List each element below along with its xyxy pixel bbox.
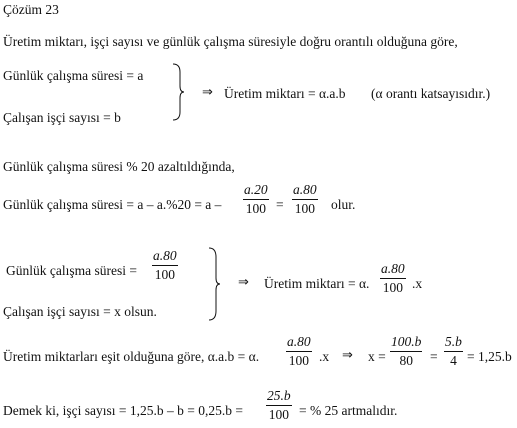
fraction-a80-over-100-production: $\frac{a.80}{100}$ bbox=[381, 261, 405, 295]
implies-arrow-icon: ⇒ bbox=[202, 85, 213, 100]
new-worker-count-x: Çalışan işçi sayısı = x olsun. bbox=[3, 304, 157, 319]
reduction-statement: Günlük çalışma süresi % 20 azaltıldığında, bbox=[3, 159, 235, 174]
x-result: = 1,25.b bbox=[467, 349, 512, 364]
reduced-time-expression: Günlük çalışma süresi = a – a.%20 = a – bbox=[3, 197, 222, 212]
fraction-a80-over-100-equal: $\frac{a.80}{100}$ bbox=[287, 334, 311, 368]
production-formula: Üretim miktarı = α.a.b bbox=[224, 86, 346, 101]
fraction-a80-over-100: $\frac{a.80}{100}$ bbox=[293, 182, 317, 216]
implies-arrow-icon-2: ⇒ bbox=[238, 275, 249, 290]
fraction-a80-over-100-time: $\frac{a.80}{100}$ bbox=[153, 248, 177, 282]
conclusion-statement: Demek ki, işçi sayısı = 1,25.b – b = 0,25.b = bbox=[3, 403, 243, 418]
times-x-2: .x bbox=[319, 349, 330, 364]
olur-text: olur. bbox=[331, 197, 356, 212]
new-production-formula: Üretim miktarı = α. bbox=[264, 276, 370, 291]
fraction-a20-over-100: $\frac{a.20}{100}$ bbox=[244, 182, 268, 216]
equality-statement: Üretim miktarları eşit olduğuna göre, α.a.b = α. bbox=[3, 349, 260, 364]
equals-sign: = bbox=[276, 197, 284, 212]
times-x: .x bbox=[412, 276, 423, 291]
implies-arrow-icon-3: ⇒ bbox=[342, 348, 353, 363]
worker-count-b: Çalışan işçi sayısı = b bbox=[3, 110, 121, 125]
x-equals: x = bbox=[368, 349, 386, 364]
intro-text: Üretim miktarı, işçi sayısı ve günlük çalışma süresiyle doğru orantılı olduğuna göre, bbox=[3, 34, 458, 49]
fraction-25b-over-100: $\frac{25.b}{100}$ bbox=[267, 388, 291, 422]
new-daily-time: Günlük çalışma süresi = bbox=[6, 263, 137, 278]
equals-sign-2: = bbox=[430, 349, 438, 364]
fraction-5b-over-4: $\frac{5.b}{4}$ bbox=[445, 334, 462, 368]
right-brace-icon bbox=[171, 62, 185, 122]
proportion-note: (α orantı katsayısıdır.) bbox=[371, 86, 491, 101]
daily-work-time-a: Günlük çalışma süresi = a bbox=[3, 68, 144, 83]
fraction-100b-over-80: $\frac{100.b}{80}$ bbox=[391, 334, 422, 368]
solution-title: Çözüm 23 bbox=[3, 2, 59, 17]
right-brace-icon-2 bbox=[207, 246, 221, 322]
conclusion-result: = % 25 artmalıdır. bbox=[299, 403, 398, 418]
